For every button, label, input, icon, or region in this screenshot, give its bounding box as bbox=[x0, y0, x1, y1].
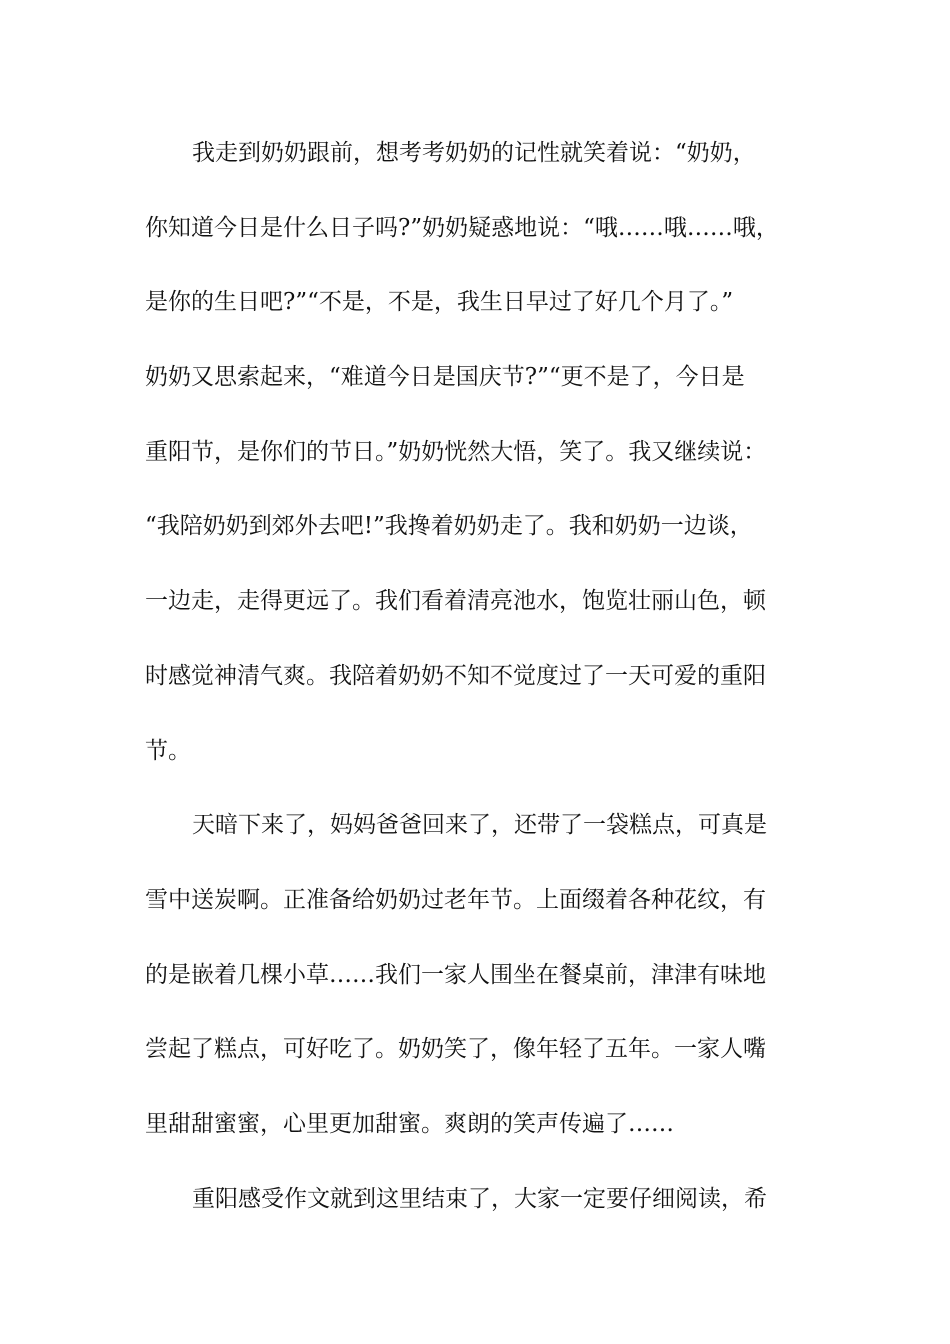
paragraph-1-line-9: 节。 bbox=[145, 737, 191, 764]
paragraph-1-line-3: 是你的生日吧?”“不是，不是，我生日早过了好几个月了。” bbox=[145, 289, 734, 316]
paragraph-2-line-3: 的是嵌着几棵小草……我们一家人围坐在餐桌前，津津有味地 bbox=[145, 961, 766, 988]
paragraph-2-line-4: 尝起了糕点，可好吃了。奶奶笑了，像年轻了五年。一家人嘴 bbox=[145, 1036, 766, 1063]
body-text bbox=[145, 128, 805, 1248]
paragraph-2-line-5: 里甜甜蜜蜜，心里更加甜蜜。爽朗的笑声传遍了…… bbox=[145, 1110, 674, 1137]
paragraph-1-line-1: 我走到奶奶跟前，想考考奶奶的记性就笑着说：“奶奶， bbox=[192, 140, 756, 166]
paragraph-1-line-5: 重阳节，是你们的节日。”奶奶恍然大悟，笑了。我又继续说： bbox=[145, 438, 767, 465]
paragraph-3-line-1: 重阳感受作文就到这里结束了，大家一定要仔细阅读，希 bbox=[192, 1185, 767, 1212]
paragraph-1-line-2: 你知道今日是什么日子吗?”奶奶疑惑地说：“哦……哦……哦， bbox=[145, 214, 779, 241]
paragraph-2-line-1: 天暗下来了，妈妈爸爸回来了，还带了一袋糕点，可真是 bbox=[192, 812, 767, 839]
paragraph-1-line-7: 一边走，走得更远了。我们看着清亮池水，饱览壮丽山色，顿 bbox=[145, 588, 766, 615]
paragraph-2-line-2: 雪中送炭啊。正准备给奶奶过老年节。上面缀着各种花纹，有 bbox=[145, 886, 766, 913]
paragraph-1-line-4: 奶奶又思索起来，“难道今日是国庆节?”“更不是了，今日是 bbox=[145, 364, 745, 391]
paragraph-1-line-6: “我陪奶奶到郊外去吧!”我搀着奶奶走了。我和奶奶一边谈， bbox=[145, 513, 753, 540]
paragraph-1-line-8: 时感觉神清气爽。我陪着奶奶不知不觉度过了一天可爱的重阳 bbox=[145, 662, 766, 689]
